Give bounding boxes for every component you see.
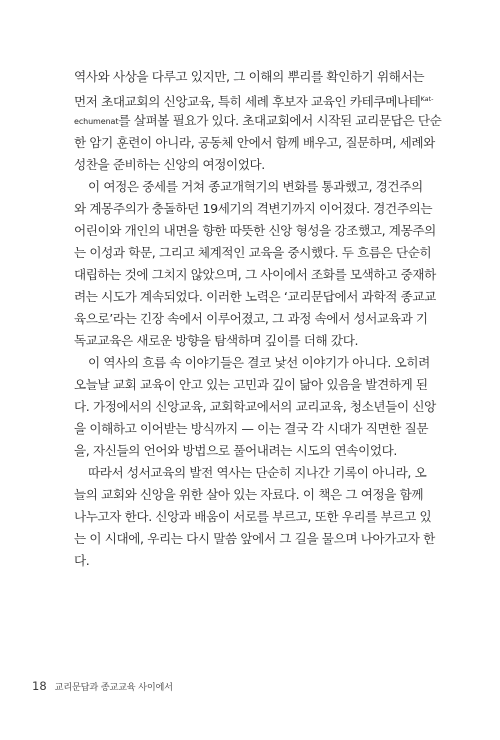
running-title: 교리문답과 종교교육 사이에서 <box>54 682 173 693</box>
body-line: 려는 시도가 계속되었다. 이러한 노력은 ‘교리문답에서 과학적 종교교 <box>74 289 436 304</box>
body-line: 오늘날 교회 교육이 안고 있는 고민과 깊이 닮아 있음을 발견하게 된 <box>74 377 428 392</box>
inline-note: echumenat <box>74 117 119 126</box>
body-line: 성찬을 준비하는 신앙의 여정이었다. <box>74 157 265 172</box>
body-line: 대립하는 것에 그치지 않았으며, 그 사이에서 조화를 모색하고 중재하 <box>74 267 436 282</box>
body-line: 역사와 사상을 다루고 있지만, 그 이해의 뿌리를 확인하기 위해서는 <box>74 69 425 84</box>
body-line: 다. <box>74 553 90 568</box>
body-line: 다. 가정에서의 신앙교육, 교회학교에서의 교리교육, 청소년들이 신앙 <box>74 399 436 414</box>
paragraph-first-line: 이 역사의 흐름 속 이야기들은 결코 낯선 이야기가 아니다. 오히려 <box>88 355 430 370</box>
body-line: 는 이 시대에, 우리는 다시 말씀 앞에서 그 길을 물으며 나아가고자 한 <box>74 531 435 546</box>
body-line: 나누고자 한다. 신앙과 배움이 서로를 부르고, 또한 우리를 부르고 있 <box>74 509 432 524</box>
superscript-note: Kat- <box>420 95 434 103</box>
body-line-text: 먼저 초대교회의 신앙교육, 특히 세례 후보자 교육인 카테쿠메나테 <box>74 94 421 109</box>
body-line: 독교교육은 새로운 방향을 탐색하며 깊이를 더해 갔다. <box>74 333 359 348</box>
body-line <box>74 111 442 131</box>
page-footer <box>32 678 173 694</box>
page-number: 18 <box>32 679 47 693</box>
body-line: 한 암기 훈련이 아니라, 공동체 안에서 함께 배우고, 질문하며, 세례와 <box>74 135 435 150</box>
body-line <box>74 89 434 109</box>
paragraph-first-line: 따라서 성서교육의 발전 역사는 단순히 지나간 기록이 아니라, 오 <box>88 465 427 480</box>
body-line: 와 계몽주의가 충돌하던 19세기의 격변기까지 이어졌다. 경건주의는 <box>74 201 433 216</box>
body-line: 늘의 교회와 신앙을 위한 살아 있는 자료다. 이 책은 그 여정을 함께 <box>74 487 424 502</box>
body-line: 을 이해하고 이어받는 방식까지 — 이는 결국 각 시대가 직면한 질문 <box>74 421 429 436</box>
body-line: 어린이와 개인의 내면을 향한 따뜻한 신앙 형성을 강조했고, 계몽주의 <box>74 223 436 238</box>
body-line: 는 이성과 학문, 그리고 체계적인 교육을 중시했다. 두 흐름은 단순히 <box>74 245 432 260</box>
body-line: 육으로’라는 긴장 속에서 이루어졌고, 그 과정 속에서 성서교육과 기 <box>74 311 428 326</box>
body-line-text: 를 살펴볼 필요가 있다. 초대교회에서 시작된 교리문답은 단순 <box>118 113 442 128</box>
paragraph-first-line: 이 여정은 중세를 거쳐 종교개혁기의 변화를 통과했고, 경건주의 <box>88 179 423 194</box>
body-line: 을, 자신들의 언어와 방법으로 풀어내려는 시도의 연속이었다. <box>74 443 397 458</box>
